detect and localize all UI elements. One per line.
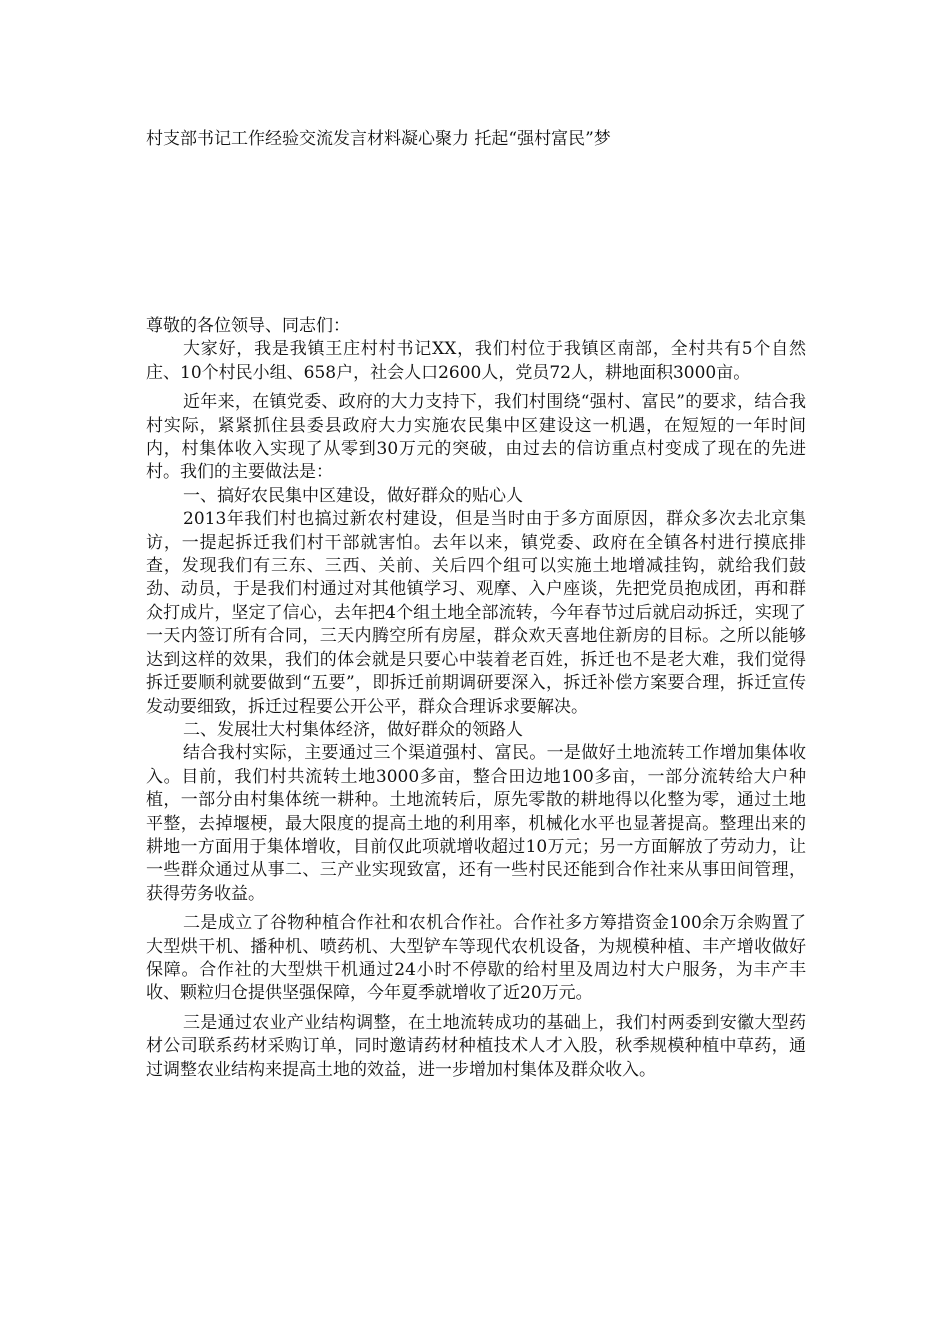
salutation: 尊敬的各位领导、同志们： (146, 316, 350, 336)
paragraph-overview: 近年来，在镇党委、政府的大力支持下，我们村围绕“强村、富民”的要求，结合我村实际，紧紧抓住县委县政府大力实施农民集中区建设这一机遇，在短短的一年时间内，村集体收入实现了从零到30万元的突破，由过去的信访重点村变成了现在的先进村。我们的主要做法是： (146, 392, 806, 483)
section-heading-2: 二、发展壮大村集体经济，做好群众的领路人 (183, 719, 523, 740)
document-body (146, 315, 806, 1082)
document-title: 村支部书记工作经验交流发言材料凝心聚力 托起“强村富民”梦 (146, 129, 611, 149)
paragraph-relocation: 2013年我们村也搞过新农村建设，但是当时由于多方面原因，群众多次去北京集访，一提起拆迁我们村干部就害怕。去年以来，镇党委、政府在全镇各村进行摸底排查，发现我们有三东、三西、关前、关后四个组可以实施土地增减挂钩，就给我们鼓劲、动员，于是我们村通过对其他镇学习、观摩、入户座谈，先把党员抱成团，再和群众打成片，坚定了信心，去年把4个组土地全部流转，今年春节过后就启动拆迁，实现了一天内签订所有合同，三天内腾空所有房屋，群众欢天喜地住新房的目标。之所以能够达到这样的效果，我们的体会就是只要心中装着老百姓，拆迁也不是老大难，我们觉得拆迁要顺利就要做到“五要”，即拆迁前期调研要深入，拆迁补偿方案要合理，拆迁宣传发动要细致，拆迁过程要公开公平，群众合理诉求要解决。 (146, 509, 806, 717)
section-heading-1: 一、搞好农民集中区建设，做好群众的贴心人 (183, 485, 523, 506)
paragraph-restructuring: 三是通过农业产业结构调整，在土地流转成功的基础上，我们村两委到安徽大型药材公司联系药材采购订单，同时邀请药材种植技术人才入股，秋季规模种植中草药，通过调整农业结构来提高土地的效益，进一步增加村集体及群众收入。 (146, 1012, 806, 1080)
paragraph-land-transfer: 结合我村实际，主要通过三个渠道强村、富民。一是做好土地流转工作增加集体收入。目前，我们村共流转土地3000多亩，整合田边地100多亩，一部分流转给大户种植，一部分由村集体统一耕种。土地流转后，原先零散的耕地得以化整为零，通过土地平整，去掉堰梗，最大限度的提高土地的利用率，机械化水平也显著提高。整理出来的耕地一方面用于集体增收，目前仅此项就增收超过10万元；另一方面解放了劳动力，让一些群众通过从事二、三产业实现致富，还有一些村民还能到合作社来从事田间管理，获得劳务收益。 (146, 743, 806, 904)
paragraph-cooperatives: 二是成立了谷物种植合作社和农机合作社。合作社多方筹措资金100余万余购置了大型烘干机、播种机、喷药机、大型铲车等现代农机设备，为规模种植、丰产增收做好保障。合作社的大型烘干机通过24小时不停歇的给村里及周边村大户服务，为丰产丰收、颗粒归仓提供坚强保障，今年夏季就增收了近20万元。 (146, 913, 806, 1004)
paragraph-intro: 大家好，我是我镇王庄村村书记XX，我们村位于我镇区南部，全村共有5个自然庄、10个村民小组、658户，社会人口2600人，党员72人，耕地面积3000亩。 (146, 339, 806, 383)
